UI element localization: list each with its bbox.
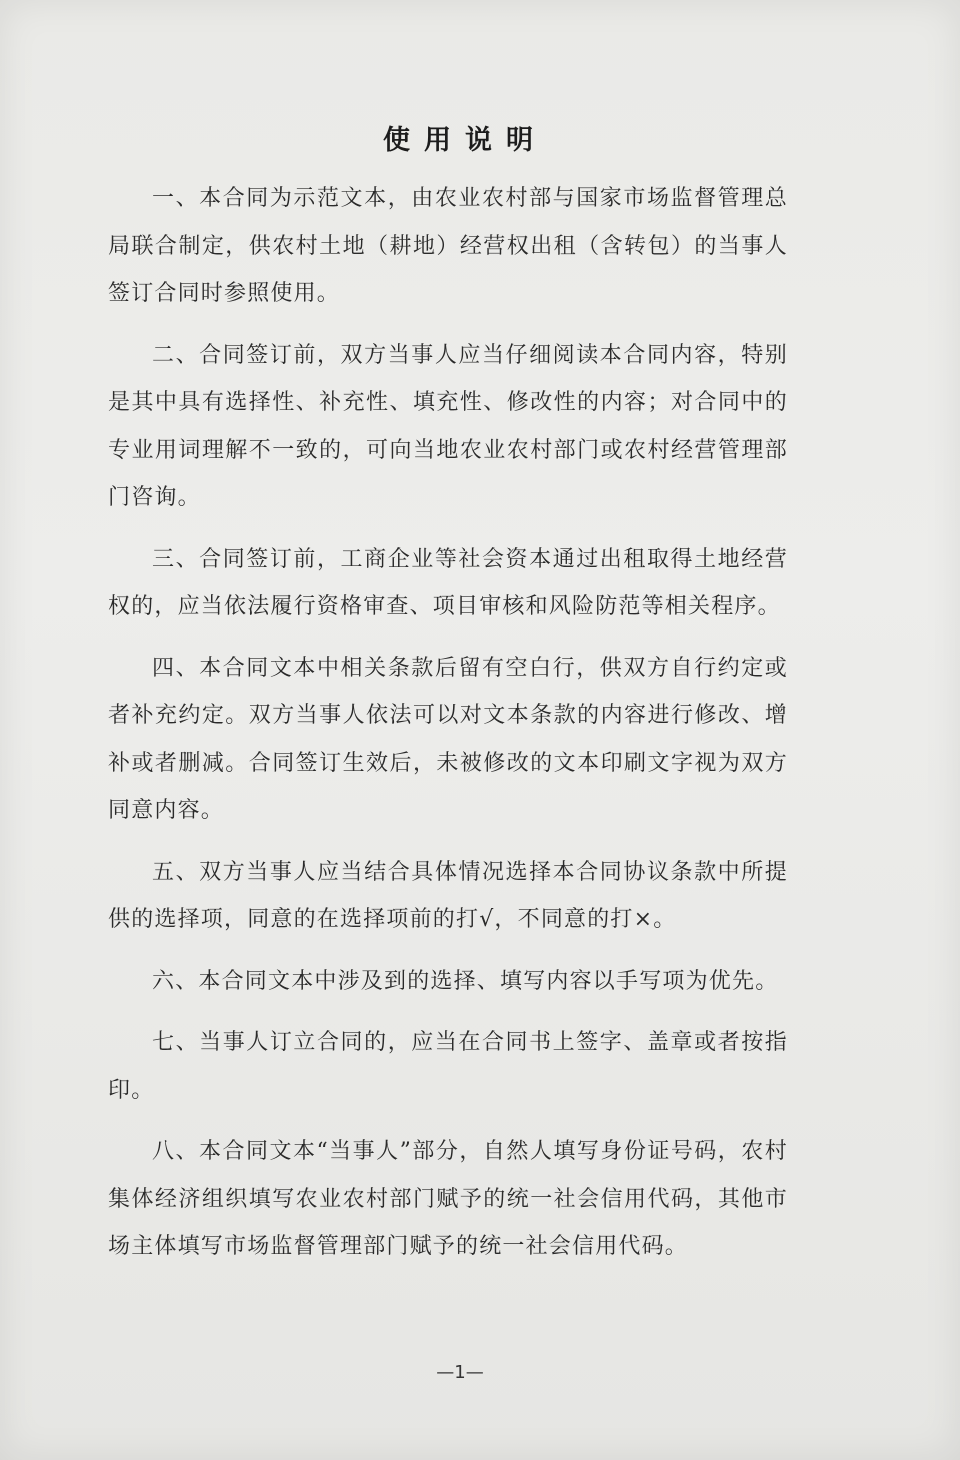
document-body xyxy=(108,175,788,1271)
paragraph-1: 一、本合同为示范文本，由农业农村部与国家市场监督管理总局联合制定，供农村土地（耕地）经营权出租（含转包）的当事人签订合同时参照使用。 xyxy=(108,186,788,306)
paragraph-8: 八、本合同文本“当事人”部分，自然人填写身份证号码，农村集体经济组织填写农业农村部门赋予的统一社会信用代码，其他市场主体填写市场监督管理部门赋予的统一社会信用代码。 xyxy=(108,1139,788,1259)
paragraph-7: 七、当事人订立合同的，应当在合同书上签字、盖章或者按指印。 xyxy=(108,1030,788,1103)
paragraph-4: 四、本合同文本中相关条款后留有空白行，供双方自行约定或者补充约定。双方当事人依法可以对文本条款的内容进行修改、增补或者删减。合同签订生效后，未被修改的文本印刷文字视为双方同意内容。 xyxy=(108,655,788,823)
paragraph-2: 二、合同签订前，双方当事人应当仔细阅读本合同内容，特别是其中具有选择性、补充性、填充性、修改性的内容；对合同中的专业用词理解不一致的，可向当地农业农村部门或农村经营管理部门咨询。 xyxy=(108,342,788,510)
paragraph-6: 六、本合同文本中涉及到的选择、填写内容以手写项为优先。 xyxy=(152,968,779,994)
paragraph-5: 五、双方当事人应当结合具体情况选择本合同协议条款中所提供的选择项，同意的在选择项前的打√，不同意的打×。 xyxy=(108,859,788,932)
paragraph-3: 三、合同签订前，工商企业等社会资本通过出租取得土地经营权的，应当依法履行资格审查、项目审核和风险防范等相关程序。 xyxy=(108,546,788,619)
page-title: 使用说明 xyxy=(383,125,547,156)
page-number: —1— xyxy=(436,1362,484,1383)
